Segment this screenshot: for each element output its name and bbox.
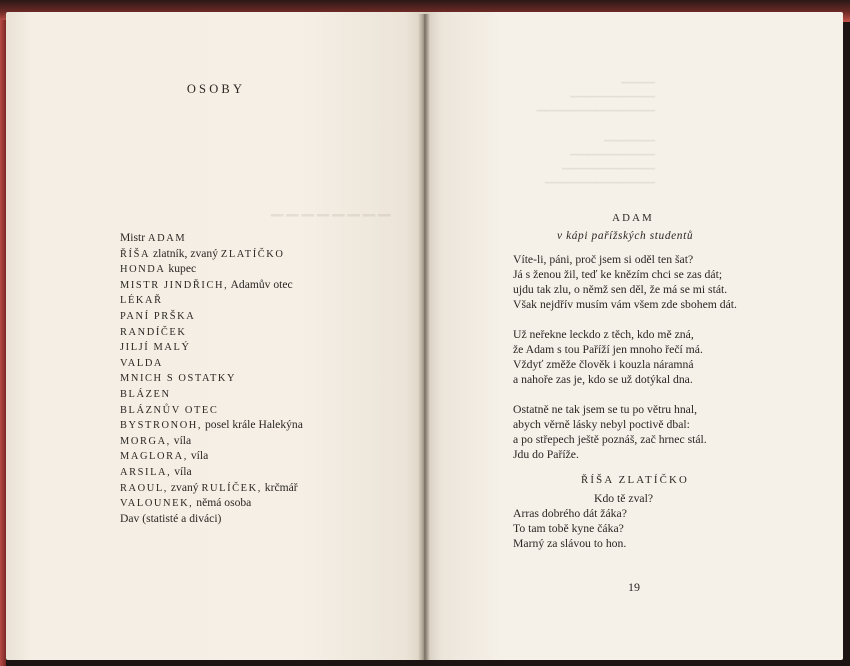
character-name: LÉKAŘ — [120, 295, 163, 307]
cast-entry — [120, 278, 303, 294]
verse-block — [513, 491, 653, 551]
character-name: ZLATÍČKO — [220, 248, 285, 260]
show-through-text: ▔▔▔▔▔▔▔▔ — [271, 216, 394, 233]
character-description: Adamův otec — [228, 277, 293, 291]
character-description: víla — [187, 449, 209, 463]
show-through-text: ▔▔▔▔ ▔▔▔▔▔▔▔▔▔▔ ▔▔▔▔▔▔▔▔▔▔▔▔▔▔ — [536, 83, 655, 123]
stanza — [513, 327, 737, 387]
character-name: VALDA — [120, 357, 164, 369]
stanza — [513, 252, 737, 312]
verse-line: Jdu do Paříže. — [513, 448, 579, 462]
cast-entry — [120, 262, 303, 278]
verse-line: Kdo tě zval? — [594, 492, 654, 505]
character-name: RANDÍČEK — [120, 326, 187, 338]
cast-entry — [120, 512, 303, 527]
character-name: HONDA — [120, 264, 166, 276]
verse-line: Však nejdřív musím vám všem zde sbohem dát. — [513, 298, 737, 312]
verse-line: a po střepech ještě poznáš, zač hrnec stál. — [513, 433, 707, 447]
character-description: krčmář — [261, 480, 298, 494]
character-name: MORGA, — [120, 435, 171, 447]
cast-entry — [120, 496, 303, 512]
character-description: zlatník, zvaný — [150, 246, 221, 260]
character-name: MNICH S OSTATKY — [120, 373, 237, 385]
page-heading: OSOBY — [186, 82, 246, 96]
character-description: zvaný — [168, 480, 202, 494]
verse-line: Vždyť změže člověk i kouzla náramná — [513, 358, 694, 372]
cast-entry — [120, 418, 303, 434]
verse-line: a nahoře zas je, kdo se už dotýkal dna. — [513, 373, 693, 387]
character-name: BYSTRONOH, — [120, 420, 203, 432]
character-description: víla — [170, 433, 192, 447]
character-description: Dav (statisté a diváci) — [120, 511, 222, 525]
cast-entry — [120, 340, 303, 356]
cast-entry — [120, 231, 303, 247]
character-description: Mistr — [120, 231, 149, 244]
character-description: kupec — [165, 262, 197, 276]
stage-direction: v kápi pařížských studentů — [557, 230, 694, 242]
verse-line: ujdu tak zlu, o němž sen děl, že má se mi stát. — [513, 283, 728, 297]
character-name: ŘÍŠA — [120, 248, 151, 260]
show-through-text: ▔▔▔▔▔▔ ▔▔▔▔▔▔▔▔▔▔ ▔▔▔▔▔▔▔▔▔▔▔ ▔▔▔▔▔▔▔▔▔▔▔▔▔ — [545, 141, 655, 195]
cast-entry — [120, 247, 303, 263]
verse-block — [513, 252, 737, 477]
character-name: BLÁZEN — [120, 388, 171, 400]
verse-line: To tam tobě kyne čáka? — [513, 522, 624, 536]
cast-entry — [120, 293, 303, 309]
page-number: 19 — [628, 580, 640, 594]
cast-entry — [120, 465, 303, 481]
character-name: MISTR JINDŘICH, — [120, 279, 229, 291]
speaker-name: ŘÍŠA ZLATÍČKO — [580, 474, 690, 486]
verse-line: Já s ženou žil, teď ke knězím chci se zas dát; — [513, 268, 723, 282]
character-description: posel krále Halekýna — [202, 418, 303, 432]
character-description: němá osoba — [193, 496, 252, 510]
cast-entry — [120, 434, 303, 450]
character-name: VALOUNEK, — [120, 498, 194, 510]
character-name: ADAM — [148, 233, 187, 244]
character-description: víla — [171, 464, 192, 478]
book-gutter — [418, 14, 430, 660]
verse-line: Arras dobrého dát žáka? — [513, 507, 627, 521]
left-page — [6, 12, 426, 660]
character-name: JILJÍ MALÝ — [120, 342, 191, 354]
character-name: RAOUL, — [120, 482, 168, 494]
cast-entry — [120, 403, 303, 419]
character-name: ARSILA, — [120, 466, 172, 478]
speaker-name: ADAM — [612, 212, 654, 224]
stanza — [513, 402, 737, 462]
verse-line: abych věrně lásky nebyl poctivě dbal: — [513, 418, 690, 432]
verse-line: Ostatně ne tak jsem se tu po větru hnal, — [513, 402, 698, 416]
verse-line: že Adam s tou Paříží jen mnoho řečí má. — [513, 343, 703, 357]
verse-line: Marný za slávou to hon. — [513, 537, 627, 551]
cast-entry — [120, 309, 303, 325]
cast-entry — [120, 481, 303, 497]
verse-line: Víte-li, páni, proč jsem si oděl ten šat? — [513, 253, 694, 266]
cast-entry — [120, 325, 303, 341]
character-name: RULÍČEK, — [201, 482, 262, 494]
cast-entry — [120, 371, 303, 387]
cast-entry — [120, 356, 303, 372]
character-name: PANÍ PRŠKA — [120, 310, 196, 322]
character-name: MAGLORA, — [120, 451, 188, 463]
cast-entry — [120, 387, 303, 403]
cast-list — [120, 231, 303, 526]
verse-line: Už neřekne leckdo z těch, kdo mě zná, — [513, 327, 694, 341]
character-name: BLÁZNŮV OTEC — [120, 404, 219, 416]
cast-entry — [120, 449, 303, 465]
